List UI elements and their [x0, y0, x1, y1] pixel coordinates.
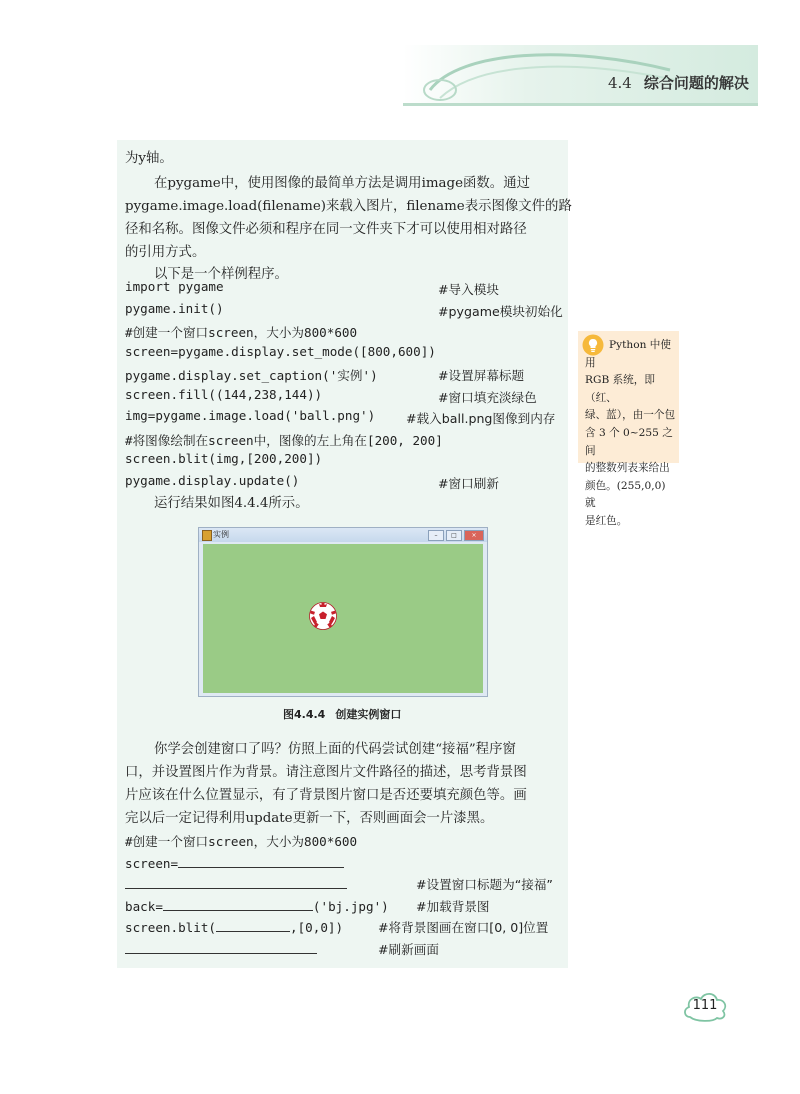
exercise-blit-prefix: screen.blit(	[125, 920, 216, 935]
note-line: 绿、蓝），由一个包	[585, 409, 676, 422]
note-line: 的整数列表来给出	[585, 462, 670, 475]
paragraph-line: 片应该在什么位置显示，有了背景图片窗口是否还要填充颜色等。画	[125, 788, 527, 803]
note-line: 是红色。	[585, 514, 628, 527]
text-line: 为y轴。	[125, 151, 173, 166]
window-titlebar	[199, 528, 487, 542]
note-line: 颜色。(255,0,0) 就	[585, 479, 666, 510]
blank-screen-setmode	[178, 853, 344, 868]
code-line: screen.blit(img,[200,200])	[125, 451, 323, 466]
code-comment: #设置屏幕标题	[438, 368, 525, 383]
code-line: pygame.display.set_caption('实例')	[125, 368, 378, 383]
code-comment: #导入模块	[438, 282, 499, 297]
side-note	[578, 331, 679, 527]
paragraph-line: 在pygame中，使用图像的最简单方法是调用image函数。通过	[154, 176, 530, 191]
exercise-comment: #将背景图画在窗口[0, 0]位置	[378, 920, 549, 935]
exercise-screen-prefix: screen=	[125, 856, 179, 871]
example-window-figure	[198, 527, 488, 697]
code-line: #将图像绘制在screen中，图像的左上角在[200, 200]	[125, 433, 443, 448]
figure-number: 图4.4.4	[283, 708, 326, 721]
figure-caption-text: 创建实例窗口	[335, 708, 402, 721]
intro-line: 以下是一个样例程序。	[154, 267, 288, 282]
code-line: #创建一个窗口screen，大小为800*600	[125, 325, 358, 340]
paragraph-line: 的引用方式。	[125, 245, 206, 260]
code-line: screen.fill((144,238,144))	[125, 387, 323, 402]
exercise-comment: #创建一个窗口screen，大小为800*600	[125, 834, 358, 849]
note-line: RGB 系统，即（红、	[585, 374, 655, 404]
section-title	[608, 72, 749, 93]
exercise-back-suffix: ('bj.jpg')	[312, 899, 389, 914]
blank-image-load	[163, 896, 313, 911]
exercise-comment: #刷新画面	[378, 942, 439, 957]
close-icon: ×	[464, 530, 484, 541]
section-number: 4.4	[608, 74, 632, 92]
code-line: img=pygame.image.load('ball.png')	[125, 408, 376, 423]
section-title-text: 综合问题的解决	[643, 74, 749, 92]
code-line: screen=pygame.display.set_mode([800,600])	[125, 344, 436, 359]
blank-display-update	[125, 939, 317, 954]
blank-set-caption	[125, 874, 347, 889]
window-canvas	[203, 544, 483, 693]
paragraph-line: 径和名称。图像文件必须和程序在同一文件夹下才可以使用相对路径	[125, 222, 527, 237]
code-line: pygame.init()	[125, 301, 224, 316]
code-line: import pygame	[125, 279, 224, 294]
exercise-back-line	[125, 896, 389, 914]
code-comment: #窗口填充淡绿色	[438, 390, 537, 405]
code-comment: #pygame模块初始化	[438, 304, 563, 319]
window-caption: 实例	[213, 530, 229, 539]
exercise-back-prefix: back=	[125, 899, 163, 914]
minimize-icon: –	[428, 530, 444, 541]
exercise-blit-suffix: ,[0,0])	[290, 920, 344, 935]
note-line: Python 中使用	[585, 339, 671, 369]
window-app-icon	[202, 530, 212, 541]
paragraph-line: 你学会创建窗口了吗？仿照上面的代码尝试创建“接福”程序窗	[154, 742, 516, 757]
paragraph-line: pygame.image.load(filename)来载入图片，filename表示图像文件的路	[125, 199, 572, 214]
exercise-screen-line	[125, 853, 344, 871]
result-line: 运行结果如图4.4.4所示。	[154, 496, 309, 511]
exercise-blit-line	[125, 917, 343, 935]
note-line: 含 3 个 0~255 之间	[585, 426, 673, 457]
blank-blit-image	[216, 917, 290, 932]
code-comment: #载入ball.png图像到内存	[406, 411, 556, 426]
exercise-comment: #设置窗口标题为“接福”	[416, 877, 553, 892]
exercise-update-line	[125, 939, 317, 957]
figure-caption	[283, 706, 401, 722]
code-comment: #窗口刷新	[438, 476, 499, 491]
window-controls	[428, 530, 484, 541]
exercise-caption-line	[125, 874, 347, 892]
exercise-comment: #加载背景图	[416, 899, 490, 914]
page-number: 111	[692, 998, 718, 1013]
soccer-ball-icon	[309, 602, 337, 630]
paragraph-line: 口，并设置图片作为背景。请注意图片文件路径的描述，思考背景图	[125, 765, 527, 780]
code-line: pygame.display.update()	[125, 473, 300, 488]
maximize-icon: □	[446, 530, 462, 541]
paragraph-line: 完以后一定记得利用update更新一下，否则画面会一片漆黑。	[125, 811, 494, 826]
side-note-text	[585, 337, 677, 531]
